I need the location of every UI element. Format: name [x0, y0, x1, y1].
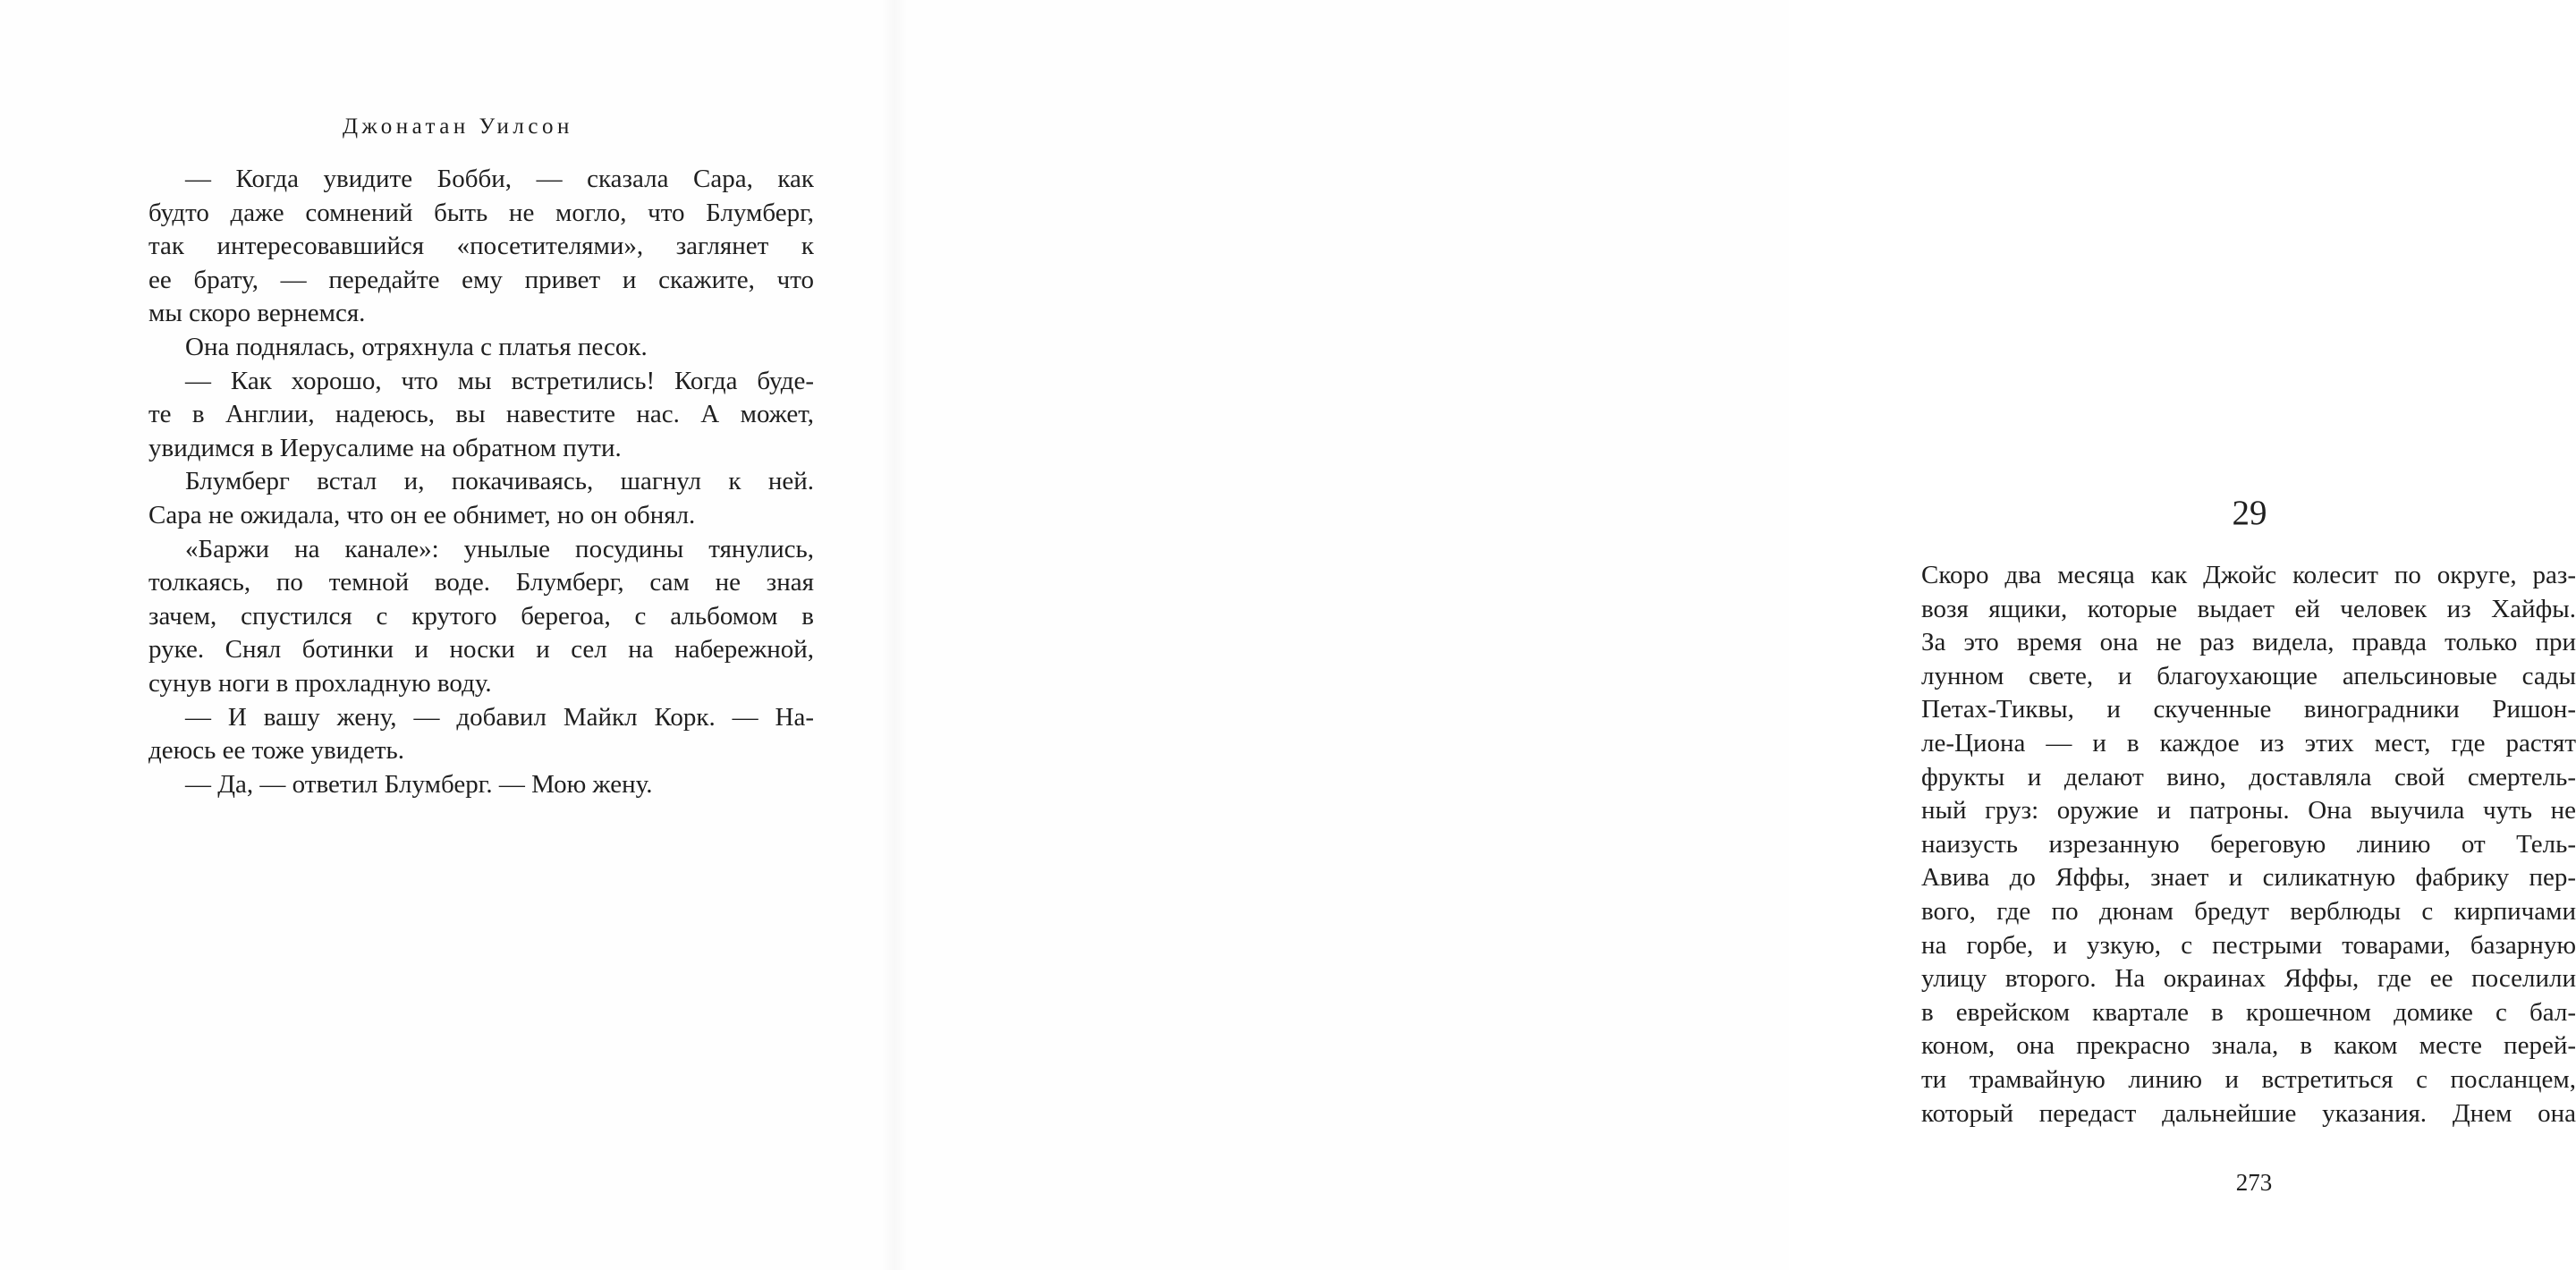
text-line: в еврейском квартале в крошечном домике с бал- — [1921, 997, 2576, 1027]
text-line: коном, она прекрасно знала, в каком месте перей- — [1921, 1031, 2576, 1061]
text-line: — Когда увидите Бобби, — сказала Сара, как — [185, 165, 814, 193]
text-line: Авива до Яффы, знает и силикатную фабрику пер- — [1921, 863, 2576, 893]
text-line: ле-Циона — и в каждое из этих мест, где растят — [1921, 728, 2576, 758]
text-line: зачем, спустился с крутого берегоа, с альбомом в — [148, 601, 814, 631]
text-line: — Да, — ответил Блумберг. — Мою жену. — [185, 769, 653, 799]
text-line: Блумберг встал и, покачиваясь, шагнул к ней. — [185, 467, 814, 496]
text-line: мы скоро вернемся. — [148, 299, 366, 328]
text-line: Сара не ожидала, что он ее обнимет, но он обнял. — [148, 500, 696, 529]
text-line: фрукты и делают вино, доставляла свой смертель- — [1921, 762, 2576, 792]
text-line: на горбе, и узкую, с пестрыми товарами, базарную — [1921, 930, 2576, 960]
text-line: ти трамвайную линию и встретиться с посланцем, — [1921, 1064, 2576, 1094]
text-line: За это время она не раз видела, правда только при — [1921, 628, 2576, 657]
left-page — [0, 0, 894, 1270]
text-line: — И вашу жену, — добавил Майкл Корк. — На- — [185, 702, 814, 732]
text-line: ный груз: оружие и патроны. Она выучила чуть не — [1921, 796, 2576, 826]
chapter-number: 29 — [2232, 494, 2267, 532]
page-number: 273 — [2235, 1169, 2273, 1196]
right-page-text — [1921, 559, 2576, 1130]
text-line: — Как хорошо, что мы встретились! Когда буде- — [185, 366, 814, 395]
text-line: ее брату, — передайте ему привет и скажите, что — [148, 265, 814, 294]
text-line: наизусть изрезанную береговую линию от Тель- — [1921, 829, 2576, 859]
text-line: увидимся в Иерусалиме на обратном пути. — [148, 433, 622, 462]
text-line: лунном свете, и благоухающие апельсиновые сады — [1921, 661, 2576, 690]
text-line: руке. Снял ботинки и носки и сел на набережной, — [148, 635, 814, 665]
text-line: Она поднялась, отряхнула с платья песок. — [185, 332, 648, 361]
text-line: Скоро два месяца как Джойс колесит по округе, раз- — [1921, 561, 2576, 589]
text-line: деюсь ее тоже увидеть. — [148, 736, 404, 766]
text-line: так интересовавшийся «посетителями», заглянет к — [148, 232, 814, 261]
text-line: будто даже сомнений быть не могло, что Блумберг, — [148, 198, 814, 227]
text-line: который передаст дальнейшие указания. Днем она — [1921, 1098, 2576, 1128]
text-line: те в Англии, надеюсь, вы навестите нас. А может, — [148, 400, 814, 429]
text-line: возя ящики, которые выдает ей человек из Хайфы. — [1921, 594, 2576, 623]
text-line: улицу второго. На окраинах Яффы, где ее поселили — [1921, 964, 2576, 994]
text-line: Петах-Тиквы, и скученные виноградники Ришон- — [1921, 695, 2576, 724]
text-line: сунув ноги в прохладную воду. — [148, 668, 492, 698]
text-line: «Баржи на канале»: унылые посудины тянулись, — [185, 534, 814, 563]
left-page-text — [148, 163, 814, 801]
text-line: вого, где по дюнам бредут верблюды с кирпичами — [1921, 896, 2576, 926]
text-line: толкаясь, по темной воде. Блумберг, сам не зная — [148, 568, 814, 597]
right-page — [894, 0, 2576, 1270]
running-head: Джонатан Уилсон — [343, 114, 573, 139]
